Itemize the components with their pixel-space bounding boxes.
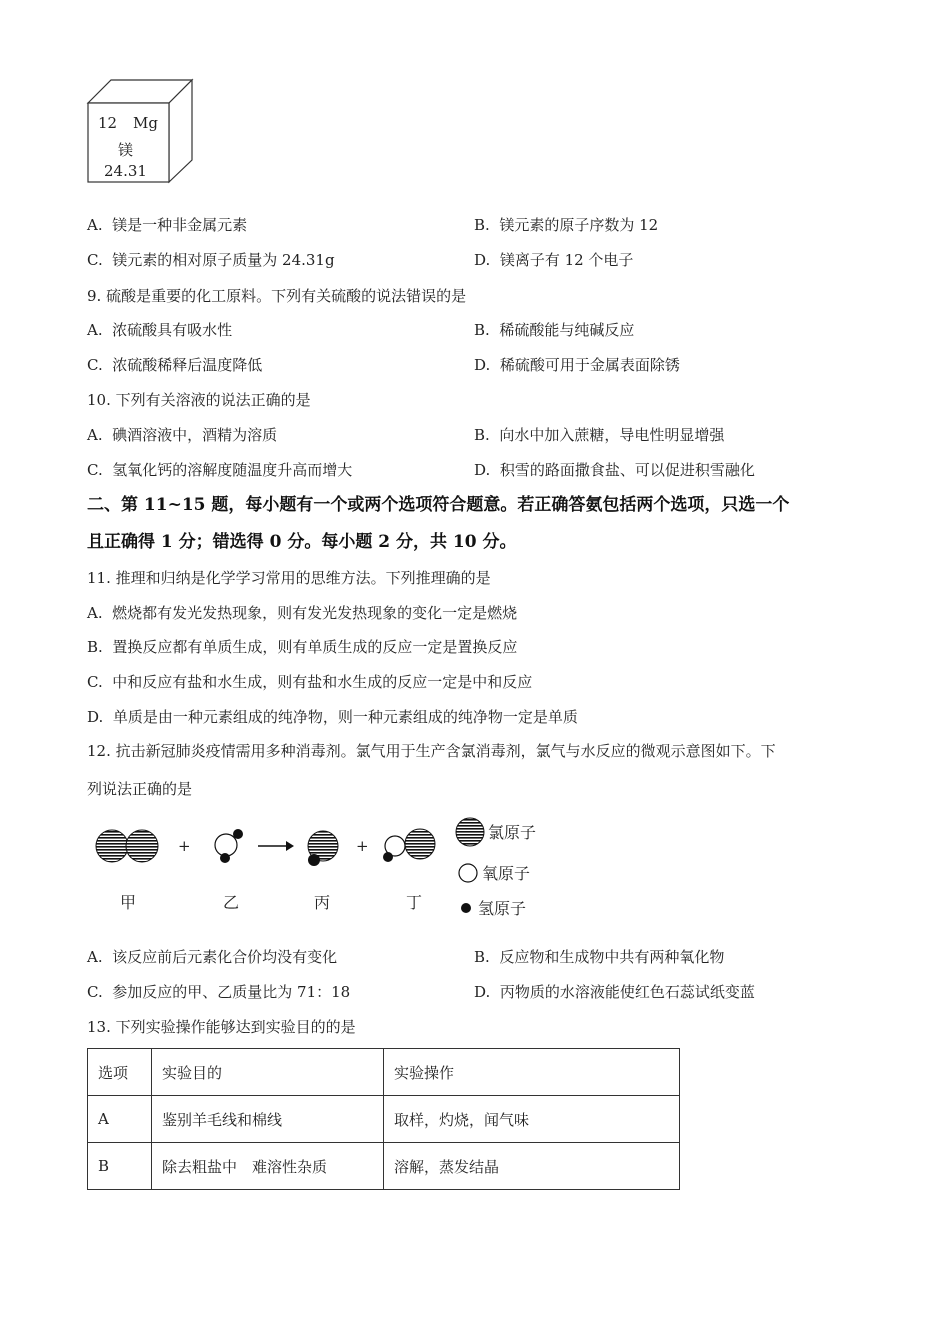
molecule-yi: [215, 829, 243, 863]
element-symbol: Mg: [133, 114, 158, 132]
label-jia: 甲: [120, 893, 137, 912]
option-a: A. 碘酒溶液中，酒精为溶质: [87, 426, 278, 444]
option-b: B. 反应物和生成物中共有两种氧化物: [474, 948, 725, 966]
question-9-stem: 9. 硫酸是重要的化工原料。下列有关硫酸的说法错误的是: [87, 287, 467, 305]
section-heading-line1: 二、第 11~15 题，每小题有一个或两个选项符合题意。若正确答氨包括两个选项，只选一个: [87, 495, 790, 515]
label-bing: 丙: [314, 893, 331, 912]
legend: [456, 818, 536, 918]
option-d: D. 镁离子有 12 个电子: [474, 251, 634, 269]
option-d: D. 单质是由一种元素组成的纯净物，则一种元素组成的纯净物一定是单质: [87, 708, 578, 726]
option-d: D. 稀硫酸可用于金属表面除锈: [474, 356, 680, 374]
plus-sign: +: [178, 837, 191, 855]
option-a: A. 镁是一种非金属元素: [87, 216, 248, 234]
table-cell: 取样，灼烧，闻气味: [384, 1096, 680, 1143]
reaction-arrow-icon: [258, 841, 294, 851]
table-cell: 鉴别羊毛线和棉线: [152, 1096, 384, 1143]
question-10-stem: 10. 下列有关溶液的说法正确的是: [87, 391, 311, 409]
magnesium-element-card: [86, 78, 198, 188]
table-header-cell: 实验操作: [384, 1049, 680, 1096]
legend-oxygen: 氧原子: [482, 864, 531, 883]
table-row: [88, 1096, 680, 1143]
option-b: B. 置换反应都有单质生成，则有单质生成的反应一定是置换反应: [87, 638, 518, 656]
molecule-ding: [383, 829, 435, 862]
table-cell: A: [88, 1096, 152, 1143]
table-header-row: [88, 1049, 680, 1096]
option-c: C. 镁元素的相对原子质量为 24.31g: [87, 251, 335, 269]
option-c: C. 氢氧化钙的溶解度随温度升高而增大: [87, 461, 353, 479]
option-c: C. 中和反应有盐和水生成，则有盐和水生成的反应一定是中和反应: [87, 673, 533, 691]
label-ding: 丁: [406, 893, 423, 912]
question-11-stem: 11. 推理和归纳是化学学习常用的思维方法。下列推理确的是: [87, 569, 491, 587]
option-a: A. 浓硫酸具有吸水性: [87, 321, 233, 339]
table-cell: 除去粗盐中 难溶性杂质: [152, 1143, 384, 1190]
question-13-stem: 13. 下列实验操作能够达到实验目的的是: [87, 1018, 356, 1036]
table-cell: 溶解，蒸发结晶: [384, 1143, 680, 1190]
option-d: D. 积雪的路面撒食盐、可以促进积雪融化: [474, 461, 755, 479]
question-12-stem: 12. 抗击新冠肺炎疫情需用多种消毒剂。氯气用于生产含氯消毒剂，氯气与水反应的微观示意图如下。下: [87, 742, 776, 760]
section-heading-line2: 且正确得 1 分；错选得 0 分。每小题 2 分，共 10 分。: [87, 532, 517, 552]
option-b: B. 稀硫酸能与纯碱反应: [474, 321, 635, 339]
label-yi: 乙: [223, 893, 240, 912]
table-header-cell: 选项: [88, 1049, 152, 1096]
atomic-mass: 24.31: [104, 162, 147, 180]
molecule-jia: [96, 830, 158, 862]
table-cell: B: [88, 1143, 152, 1190]
element-name: 镁: [118, 141, 134, 159]
option-a: A. 该反应前后元素化合价均没有变化: [87, 948, 338, 966]
option-d: D. 丙物质的水溶液能使红色石蕊试纸变蓝: [474, 983, 755, 1001]
option-a: A. 燃烧都有发光发热现象，则有发光发热现象的变化一定是燃烧: [87, 604, 518, 622]
molecule-bing: [308, 831, 338, 866]
reaction-diagram: [86, 810, 556, 930]
table-row: [88, 1143, 680, 1190]
option-c: C. 参加反应的甲、乙质量比为 71：18: [87, 983, 351, 1001]
legend-chlorine: 氯原子: [488, 823, 537, 842]
option-c: C. 浓硫酸稀释后温度降低: [87, 356, 263, 374]
option-b: B. 镁元素的原子序数为 12: [474, 216, 659, 234]
atomic-number: 12: [98, 114, 118, 132]
experiment-table: [87, 1048, 680, 1190]
option-b: B. 向水中加入蔗糖，导电性明显增强: [474, 426, 725, 444]
question-12-stem-cont: 列说法正确的是: [87, 780, 193, 798]
table-header-cell: 实验目的: [152, 1049, 384, 1096]
legend-hydrogen: 氢原子: [478, 899, 527, 918]
plus-sign: +: [356, 837, 369, 855]
